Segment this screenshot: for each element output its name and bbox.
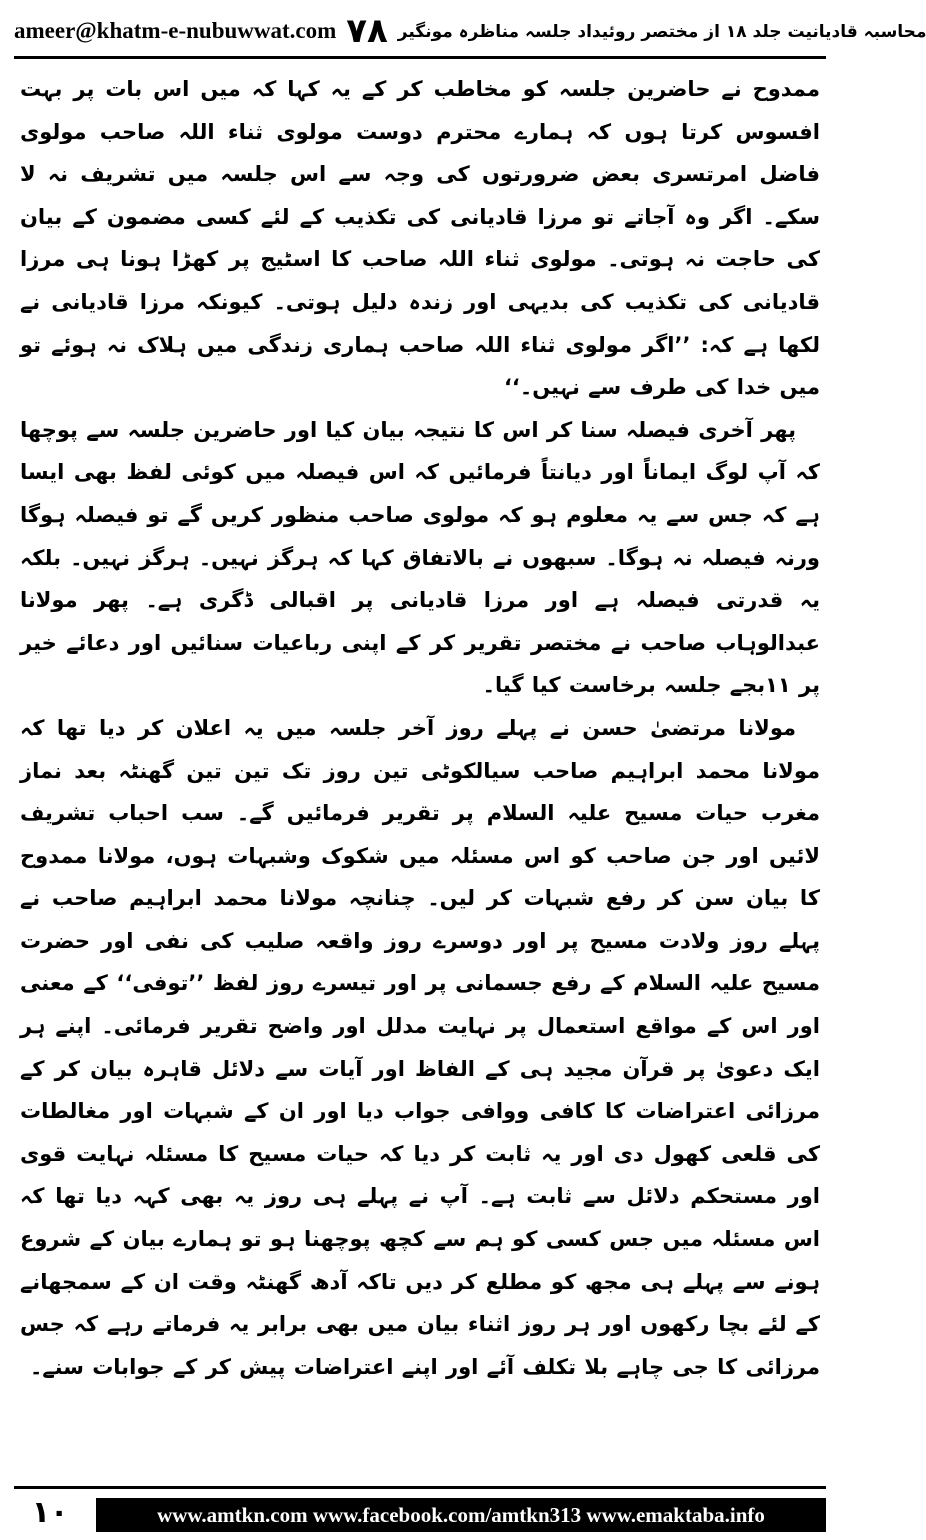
paragraph-2: پھر آخری فیصلہ سنا کر اس کا نتیجہ بیان کیا اور حاضرین جلسہ سے پوچھا کہ آپ لوگ ایماناً اور دیانتاً فرمائیں کہ اس فیصلہ میں کوئی لفظ بھی ایسا ہے کہ جس سے یہ معلوم ہو کہ مولوی صاحب منظور کریں گے تو فیصلہ ہوگا ورنہ فیصلہ نہ ہوگا۔ سبھوں نے بالاتفاق کہا کہ ہرگز نہیں۔ ہرگز نہیں۔ بلکہ یہ قدرتی فیصلہ ہے اور مرزا قادیانی پر اقبالی ڈگری ہے۔ پھر مولانا عبدالوہاب صاحب نے مختصر تقریر کر کے اپنی رباعیات سنائیں اور دعائے خیر پر ۱۱بجے جلسہ برخاست کیا گیا۔ [20,417,820,698]
running-title: محاسبہ قادیانیت جلد ۱۸ از مختصر روئیداد جلسہ مناظرہ مونگیر [397,21,926,42]
header-email[interactable]: ameer@khatm-e-nubuwwat.com [14,18,337,43]
footer-links[interactable]: www.amtkn.com www.facebook.com/amtkn313 www.emaktaba.info [96,1498,826,1532]
paragraph-3: مولانا مرتضیٰ حسن نے پہلے روز آخر جلسہ میں یہ اعلان کر دیا تھا کہ مولانا محمد ابراہیم صاحب سیالکوٹی تین روز تک تین تین گھنٹہ بعد نماز مغرب حیات مسیح علیہ السلام پر تقریر فرمائیں گے۔ سب احباب تشریف لائیں اور جن صاحب کو اس مسئلہ میں شکوک وشبہات ہوں، مولانا ممدوح کا بیان سن کر رفع شبہات کر لیں۔ چنانچہ مولانا محمد ابراہیم صاحب نے پہلے روز ولادت مسیح پر اور دوسرے روز واقعہ صلیب کی نفی اور حضرت مسیح علیہ السلام کے رفع جسمانی پر اور تیسرے روز لفظ ’’توفی‘‘ کے معنی اور اس کے مواقع استعمال پر نہایت مدلل اور واضح تقریر فرمائی۔ اپنے ہر ایک دعویٰ پر قرآن مجید ہی کے الفاظ اور آیات سے دلائل قاہرہ بیان کر کے مرزائی اعتراضات کا کافی ووافی جواب دیا اور ان کے شبہات اور مغالطات کی قلعی کھول دی اور یہ ثابت کر دیا کہ حیات مسیح کا مسئلہ نہایت قوی اور مستحکم دلائل سے ثابت ہے۔ آپ نے پہلے ہی روز یہ بھی کہہ دیا تھا کہ اس مسئلہ میں جس کسی کو ہم سے کچھ پوچھنا ہو تو ہمارے بیان کے شروع ہونے سے پہلے ہی مجھ کو مطلع کر دیں تاکہ آدھ گھنٹہ وقت ان کے سمجھانے کے لئے بچا رکھوں اور ہر روز اثناء بیان میں بھی برابر یہ فرماتے رہے کہ جس مرزائی کا جی چاہے بلا تکلف آئے اور اپنے اعتراضات پیش کر کے جوابات سنے۔ [20,715,820,1379]
page-footer [0,1486,840,1540]
header-rule [14,56,826,59]
paragraph-1: ممدوح نے حاضرین جلسہ کو مخاطب کر کے یہ کہا کہ میں اس بات پر بہت افسوس کرتا ہوں کہ ہمارے محترم دوست مولوی ثناء اللہ صاحب مولوی فاضل امرتسری بعض ضرورتوں کی وجہ سے اس جلسہ میں تشریف نہ لا سکے۔ اگر وہ آجاتے تو مرزا قادیانی کی تکذیب کے لئے کسی مضمون کے بیان کی حاجت نہ ہوتی۔ مولوی ثناء اللہ صاحب کا اسٹیج پر کھڑا ہونا ہی مرزا قادیانی کی تکذیب کی بدیہی اور زندہ دلیل ہوتی۔ کیونکہ مرزا قادیانی نے لکھا ہے کہ: ’’اگر مولوی ثناء اللہ صاحب ہماری زندگی میں ہلاک نہ ہوئے تو میں خدا کی طرف سے نہیں۔‘‘ [20,77,820,400]
body-text [20,68,820,1476]
page-header [14,8,926,54]
footer-rule [14,1486,826,1489]
header-page-number: ۷۸ [346,11,388,51]
footer-page-number: ۱۰ [31,1495,69,1530]
